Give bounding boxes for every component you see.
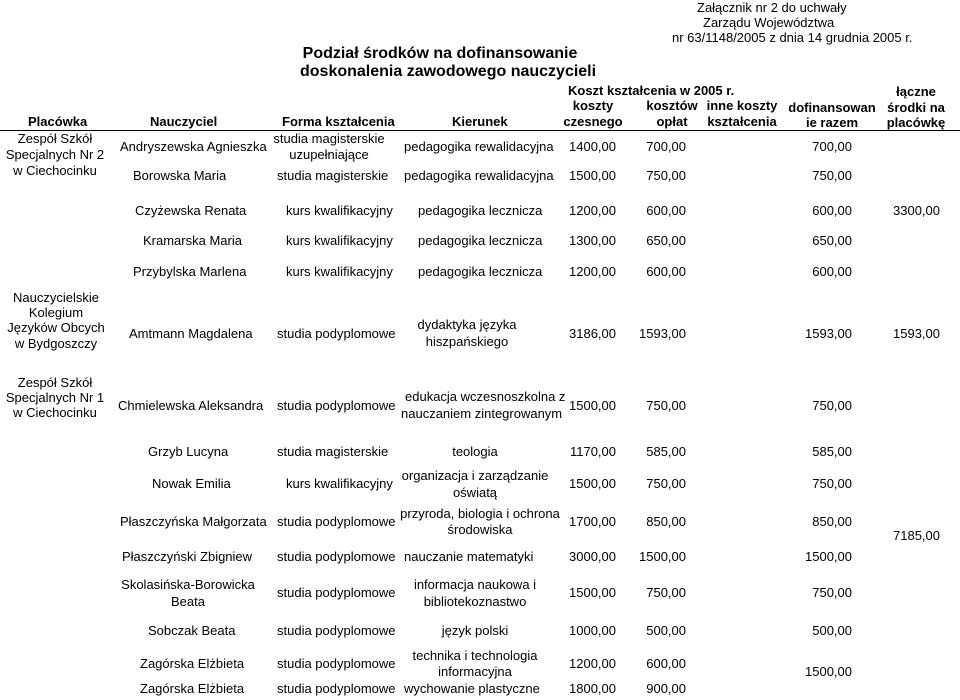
fee-cost: 750,00: [646, 585, 686, 600]
title-line-1: Podział środków na dofinansowanie: [302, 45, 578, 62]
training-form: studia podyplomowe: [277, 326, 396, 341]
field-of-study: środowiska: [447, 522, 513, 537]
tuition-cost: 1500,00: [569, 398, 616, 413]
teacher-name: Grzyb Lucyna: [148, 444, 229, 459]
training-form: studia podyplomowe: [277, 549, 396, 564]
funding-total: 700,00: [812, 139, 852, 154]
tuition-cost: 1400,00: [569, 139, 616, 154]
header-laczne-3: placówkę: [886, 115, 946, 130]
field-of-study: pedagogika lecznicza: [418, 203, 543, 218]
field-of-study: pedagogika rewalidacyjna: [404, 139, 554, 154]
fee-cost: 600,00: [646, 203, 686, 218]
header-placowka: Placówka: [28, 114, 88, 129]
tuition-cost: 1500,00: [569, 585, 616, 600]
training-form: studia podyplomowe: [277, 623, 396, 638]
header-forma: Forma kształcenia: [282, 114, 395, 129]
institution-total-zss2: 3300,00: [893, 203, 940, 218]
funding-total: 850,00: [812, 514, 852, 529]
title-line-2: doskonalenia zawodowego nauczycieli: [300, 63, 597, 80]
institution-zss2-3: w Ciechocinku: [13, 163, 97, 178]
header-koszt-group: Koszt kształcenia w 2005 r.: [568, 83, 735, 98]
header-inne-2: kształcenia: [707, 114, 777, 129]
institution-nkjo-4: w Bydgoszczy: [14, 336, 98, 351]
fee-cost: 1593,00: [639, 326, 686, 341]
teacher-name: Nowak Emilia: [152, 476, 231, 491]
field-of-study: teologia: [452, 444, 498, 459]
training-form: kurs kwalifikacyjny: [286, 264, 393, 279]
fee-cost: 750,00: [646, 398, 686, 413]
tuition-cost: 1000,00: [569, 623, 616, 638]
field-of-study: język polski: [441, 623, 509, 638]
field-of-study: hiszpańskiego: [425, 334, 509, 349]
teacher-name: Borowska Maria: [133, 168, 227, 183]
header-dofin-1: dofinansowan: [788, 100, 876, 115]
tuition-cost: 1500,00: [569, 168, 616, 183]
fee-cost: 750,00: [646, 168, 686, 183]
institution-nkjo-2: Kolegium: [28, 305, 84, 320]
fee-cost: 650,00: [646, 233, 686, 248]
teacher-name: Przybylska Marlena: [133, 264, 247, 279]
institution-total-zss1: 7185,00: [893, 528, 940, 543]
training-form: kurs kwalifikacyjny: [286, 233, 393, 248]
funding-total: 650,00: [812, 233, 852, 248]
annex-line-3: nr 63/1148/2005 z dnia 14 grudnia 2005 r.: [672, 30, 913, 45]
training-form: kurs kwalifikacyjny: [286, 476, 393, 491]
field-of-study: edukacja wczesnoszkolna z: [405, 389, 566, 404]
training-form: studia podyplomowe: [277, 681, 396, 696]
tuition-cost: 1800,00: [569, 681, 616, 696]
training-form: studia podyplomowe: [277, 656, 396, 671]
field-of-study: informacyjna: [438, 664, 512, 679]
fee-cost: 750,00: [646, 476, 686, 491]
institution-total-nkjo: 1593,00: [893, 326, 940, 341]
field-of-study: organizacja i zarządzanie: [401, 468, 549, 483]
teacher-name: Skolasińska-Borowicka: [121, 577, 255, 592]
training-form: kurs kwalifikacyjny: [286, 203, 393, 218]
training-form: studia podyplomowe: [277, 398, 396, 413]
tuition-cost: 1300,00: [569, 233, 616, 248]
teacher-name: Zagórska Elżbieta: [140, 656, 245, 671]
header-divider: [0, 130, 960, 131]
funding-total: 600,00: [812, 264, 852, 279]
annex-line-2: Zarządu Województwa: [703, 15, 835, 30]
header-czesne-1: koszty: [572, 98, 614, 113]
teacher-name: Beata: [171, 594, 205, 609]
tuition-cost: 1700,00: [569, 514, 616, 529]
funding-total: 750,00: [812, 168, 852, 183]
field-of-study: technika i technologia: [412, 648, 538, 663]
tuition-cost: 3186,00: [569, 326, 616, 341]
tuition-cost: 3000,00: [569, 549, 616, 564]
training-form: studia podyplomowe: [277, 514, 396, 529]
tuition-cost: 1200,00: [569, 264, 616, 279]
field-of-study: informacja naukowa i: [413, 577, 537, 592]
fee-cost: 600,00: [646, 264, 686, 279]
teacher-name: Chmielewska Aleksandra: [118, 398, 264, 413]
field-of-study: oświatą: [452, 485, 498, 500]
annex-line-1: Załącznik nr 2 do uchwały: [697, 0, 847, 15]
funding-total: 600,00: [812, 203, 852, 218]
field-of-study: wychowanie plastyczne: [404, 681, 540, 696]
teacher-name: Sobczak Beata: [148, 623, 236, 638]
field-of-study: przyroda, biologia i ochrona: [400, 506, 560, 521]
field-of-study: nauczaniem zintegrowanym: [401, 406, 563, 421]
funding-total: 750,00: [812, 398, 852, 413]
header-dofin-2: ie razem: [805, 115, 859, 130]
training-form: uzupełniające: [289, 147, 369, 162]
field-of-study: pedagogika lecznicza: [418, 233, 543, 248]
header-laczne-1: łączne: [896, 84, 936, 99]
fee-cost: 500,00: [646, 623, 686, 638]
funding-total: 1500,00: [805, 549, 852, 564]
funding-total: 585,00: [812, 444, 852, 459]
funding-total: 750,00: [812, 585, 852, 600]
field-of-study: dydaktyka języka: [417, 317, 517, 332]
header-kierunek: Kierunek: [452, 114, 508, 129]
tuition-cost: 1170,00: [569, 444, 616, 459]
institution-zss2-2: Specjalnych Nr 2: [5, 147, 105, 162]
funding-total: 500,00: [812, 623, 852, 638]
training-form: studia magisterskie: [277, 444, 389, 459]
tuition-cost: 1200,00: [569, 203, 616, 218]
teacher-name: Amtmann Magdalena: [129, 326, 253, 341]
funding-total-zagorska: 1500,00: [805, 664, 852, 679]
field-of-study: nauczanie matematyki: [404, 549, 534, 564]
institution-nkjo-1: Nauczycielskie: [13, 290, 99, 305]
field-of-study: pedagogika lecznicza: [418, 264, 543, 279]
header-czesne-2: czesnego: [563, 114, 623, 129]
teacher-name: Płaszczyński Zbigniew: [122, 549, 253, 564]
header-inne-1: inne koszty: [706, 98, 778, 113]
training-form: studia magisterskie: [273, 131, 385, 146]
tuition-cost: 1500,00: [569, 476, 616, 491]
institution-zss1-3: w Ciechocinku: [13, 405, 97, 420]
training-form: studia magisterskie: [277, 168, 389, 183]
field-of-study: bibliotekoznastwo: [423, 594, 527, 609]
field-of-study: pedagogika rewalidacyjna: [404, 168, 554, 183]
header-oplat-2: opłat: [656, 114, 688, 129]
header-nauczyciel: Nauczyciel: [150, 114, 218, 129]
training-form: studia podyplomowe: [277, 585, 396, 600]
institution-zss1-2: Specjalnych Nr 1: [5, 390, 105, 405]
teacher-name: Płaszczyńska Małgorzata: [120, 514, 267, 529]
fee-cost: 700,00: [646, 139, 686, 154]
fee-cost: 900,00: [646, 681, 686, 696]
fee-cost: 600,00: [646, 656, 686, 671]
fee-cost: 850,00: [646, 514, 686, 529]
funding-total: 750,00: [812, 476, 852, 491]
fee-cost: 1500,00: [639, 549, 686, 564]
institution-zss1-1: Zespół Szkół: [17, 375, 93, 390]
funding-total: 1593,00: [805, 326, 852, 341]
header-laczne-2: środki na: [887, 100, 945, 115]
teacher-name: Kramarska Maria: [143, 233, 242, 248]
header-oplat-1: kosztów: [646, 98, 698, 113]
teacher-name: Zagórska Elżbieta: [140, 681, 245, 696]
institution-zss2-1: Zespół Szkół: [17, 131, 93, 146]
tuition-cost: 1200,00: [569, 656, 616, 671]
teacher-name: Andryszewska Agnieszka: [120, 139, 267, 154]
fee-cost: 585,00: [646, 444, 686, 459]
teacher-name: Czyżewska Renata: [135, 203, 247, 218]
institution-nkjo-3: Języków Obcych: [7, 320, 105, 335]
